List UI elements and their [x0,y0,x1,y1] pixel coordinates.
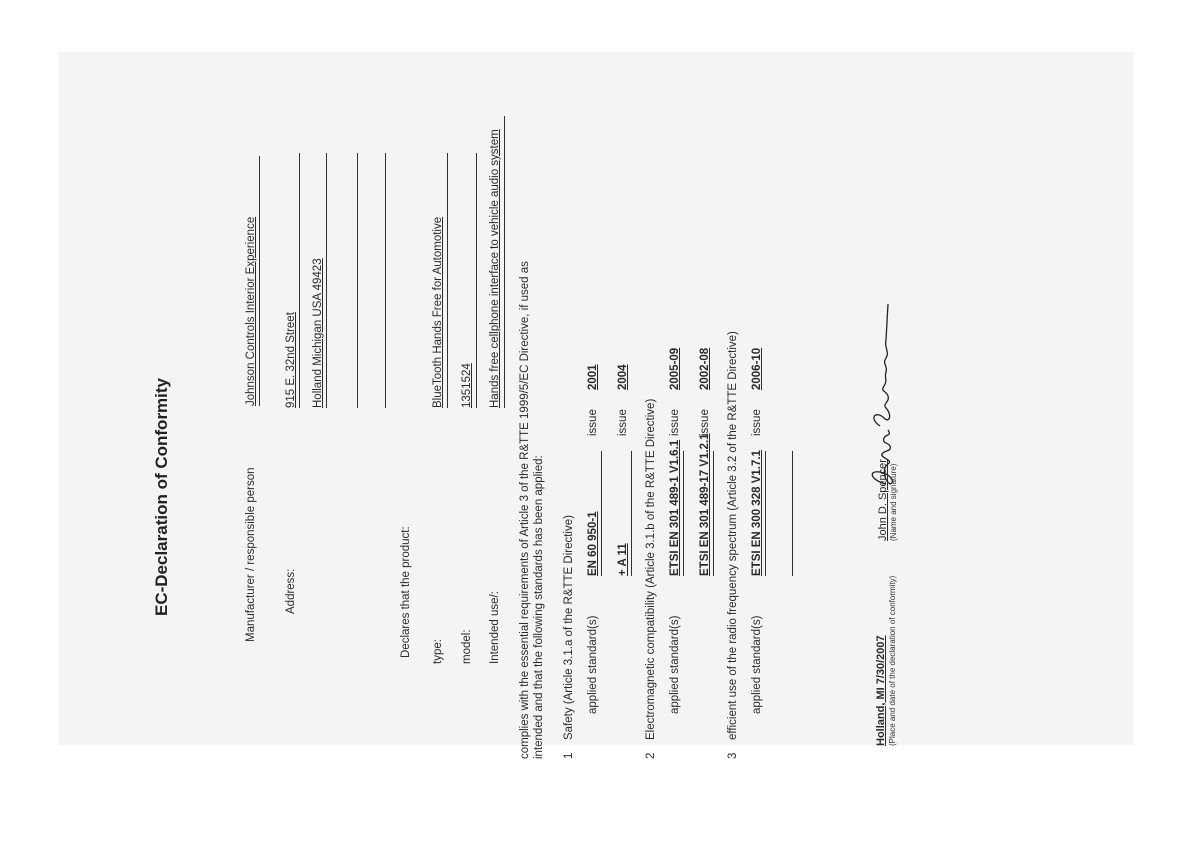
section2-heading: Electromagnetic compatibility (Article 3.1.b of the R&TTE Directive) [645,398,657,740]
use-label: Intended use/: [489,591,501,664]
manufacturer-line [259,156,260,406]
section3-issue1: 2006-10 [751,347,763,390]
use-rule [504,116,505,408]
complies-line1: complies with the essential requirements of Article 3 of the R&TTE 1999/5/EC Directive, if used as [519,261,531,759]
section1-standard2-rule [631,451,632,576]
section1-issue2: 2004 [617,364,629,390]
address-line2: Holland Michigan USA 49423 [312,258,324,408]
section3-number: 3 [727,752,739,759]
section2-issue2-label: issue [699,409,711,436]
section1-standard2: + A 11 [617,543,629,576]
section1-applied-label: applied standard(s) [587,615,599,714]
document-sheet [58,52,1134,759]
section2-standard1-rule [683,451,684,576]
section3-standard1: ETSI EN 300 328 V1.7.1 [751,450,763,576]
place-date-caption: (Place and date of the declaration of conformity) [888,575,897,746]
use-value: Hands free cellphone interface to vehicle audio system [489,129,501,408]
section1-issue1: 2001 [587,364,599,390]
type-rule [447,153,448,408]
signer-name: John D. Spencer [877,459,889,541]
model-rule [476,153,477,408]
section1-heading: Safety (Article 3.1.a of the R&TTE Directive) [563,515,575,740]
section3-blank-rule [792,451,793,576]
signer-caption: (Name and signature) [889,463,898,541]
model-value: 1351524 [461,363,473,408]
section2-issue1: 2005-09 [669,347,681,390]
complies-line2: intended and that the following standards has been applied: [533,455,545,759]
declares-label: Declares that the product: [400,526,412,658]
signature-image [866,298,900,488]
place-date: Holland, MI 7/30/2007 [875,635,887,746]
section3-issue1-label: issue [751,409,763,436]
manufacturer-value: Johnson Controls Interior Experience [245,216,257,406]
section1-issue2-label: issue [617,409,629,436]
rotated-document [58,52,1191,846]
section3-standard1-rule [765,451,766,576]
section1-standard1-rule [601,451,602,576]
section2-number: 2 [645,752,657,759]
section2-standard1: ETSI EN 301 489-1 V1.6.1 [669,439,681,576]
section2-issue1-label: issue [669,409,681,436]
address-line1-rule [299,153,300,408]
section1-number: 1 [563,752,575,759]
document-title: EC-Declaration of Conformity [152,377,171,616]
section2-issue2: 2002-08 [699,347,711,390]
manufacturer-label: Manufacturer / responsible person [245,467,257,642]
section2-applied-label: applied standard(s) [669,615,681,714]
type-label: type: [432,639,444,664]
section2-standard2: ETSI EN 301 489-17 V1.2.1 [699,433,711,576]
address-line2-rule [326,153,327,408]
address-label: Address: [285,568,297,614]
section1-issue1-label: issue [587,409,599,436]
section3-applied-label: applied standard(s) [751,615,763,714]
section2-standard2-rule [713,451,714,576]
address-line1: 915 E. 32nd Street [285,312,297,408]
model-label: model: [461,629,473,664]
section3-heading: efficient use of the radio frequency spectrum (Article 3.2 of the R&TTE Directive) [727,331,739,740]
type-value: BlueTooth Hands Free for Automotive [432,216,444,408]
address-line4-rule [385,153,386,408]
section1-standard1: EN 60 950-1 [587,511,599,576]
address-line3-rule [357,153,358,408]
